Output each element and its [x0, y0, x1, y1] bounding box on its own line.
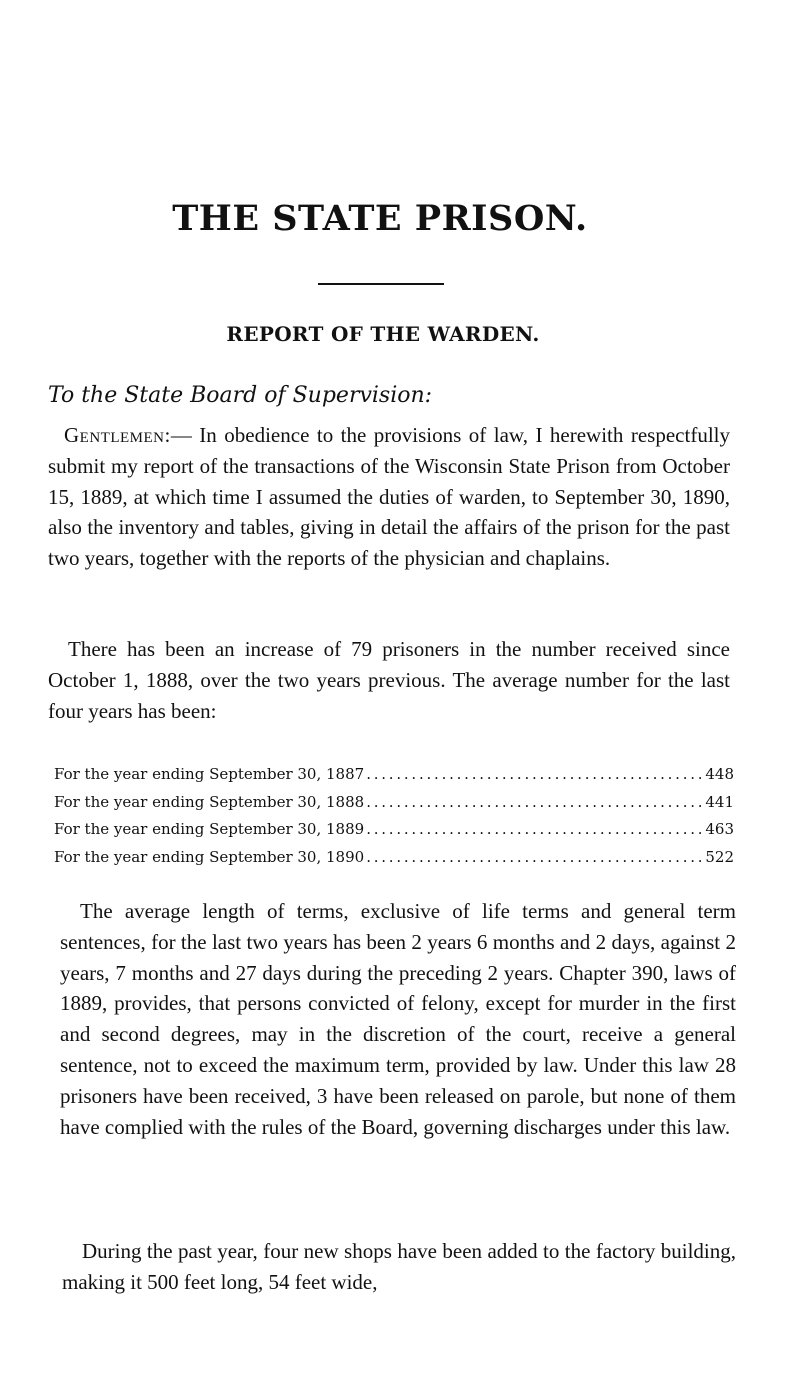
row-label: For the year ending September 30, 1887	[54, 765, 365, 783]
salutation: To the State Board of Supervision:	[48, 383, 433, 408]
dot-leader	[366, 765, 701, 783]
row-value: 463	[705, 820, 734, 838]
row-value: 522	[705, 847, 734, 866]
paragraph-3-text: The average length of terms, exclusive of life terms and general term sentences, for the last two years has been 2 years 6 months and 2 days, against 2 years, 7 months and 27 days during the preceding 2 years. Chapter 390, laws of 1889, provides, that persons convicted of felony, except for murder in the first and second degrees, may in the discretion of the court, receive a general sentence, not to exceed the maximum term, provided by law. Under this law 28 prisoners have been received, 3 have been released on parole, but none of them have complied with the rules of the Board, governing discharges under this law.	[60, 899, 736, 1139]
paragraph-1	[48, 420, 730, 574]
paragraph-1-text: — In obedience to the provisions of law, I herewith respectfully submit my report of the transactions of the Wisconsin State Prison from October 15, 1889, at which time I assumed the duties of warden, to September 30, 1890, also the inventory and tables, giving in detail the affairs of the prison for the past two years, together with the reports of the physician and chaplains.	[48, 423, 730, 571]
table-row	[54, 765, 734, 793]
row-value: 441	[705, 792, 734, 811]
paragraph-3	[60, 896, 736, 1142]
row-label: For the year ending September 30, 1888	[54, 792, 365, 811]
report-subtitle: REPORT OF THE WARDEN.	[226, 322, 540, 346]
paragraph-2	[48, 634, 730, 726]
salutation-lead: Gentlemen:	[64, 423, 171, 447]
paragraph-4	[62, 1236, 736, 1298]
title-divider	[318, 283, 444, 285]
dot-leader	[366, 820, 701, 838]
row-label: For the year ending September 30, 1890	[54, 847, 365, 866]
page-title: THE STATE PRISON.	[172, 198, 588, 239]
row-value: 448	[705, 765, 734, 783]
paragraph-4-text: During the past year, four new shops have been added to the factory building, making it 500 feet long, 54 feet wide,	[62, 1239, 736, 1294]
dot-leader	[366, 848, 701, 866]
table-row	[54, 848, 734, 876]
table-row	[54, 793, 734, 821]
paragraph-2-text: There has been an increase of 79 prisoners in the number received since October 1, 1888, over the two years previous. The average number for the last four years has been:	[48, 637, 730, 723]
row-label: For the year ending September 30, 1889	[54, 820, 365, 838]
dot-leader	[366, 793, 701, 811]
table-row	[54, 820, 734, 848]
average-prisoners-table	[54, 765, 734, 875]
